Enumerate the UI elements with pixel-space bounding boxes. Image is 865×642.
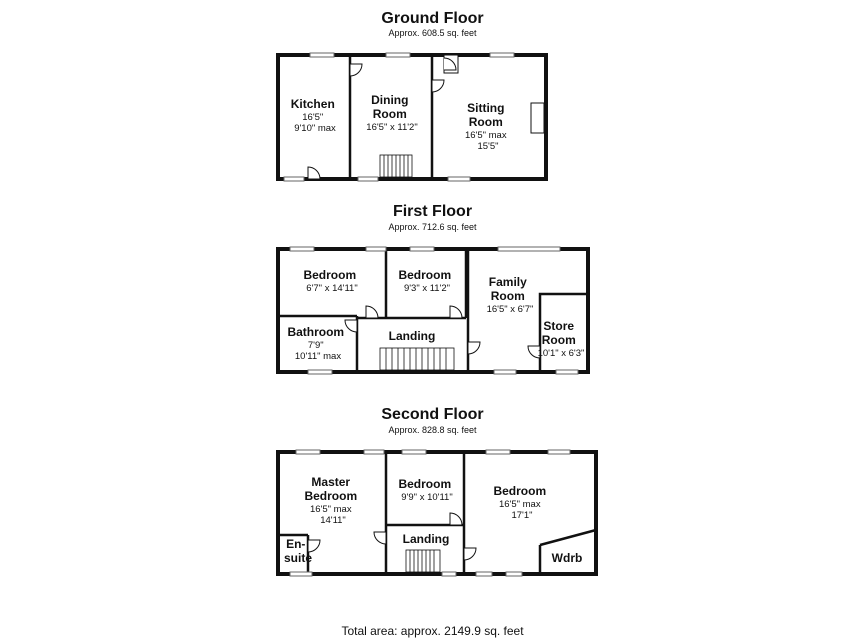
- bathroom-label: Bathroom 7'9" 10'11" max: [287, 325, 345, 362]
- second-landing-label: Landing: [402, 532, 450, 546]
- second-bedroom-small-label: Bedroom 9'9" x 10'11": [398, 477, 453, 503]
- dining-room-label: Dining Room 16'5" x 11'2": [366, 93, 418, 133]
- second-bedroom-large-label: Bedroom 16'5" max 17'1": [493, 484, 547, 521]
- second-floor-title: Second Floor: [381, 406, 484, 423]
- first-floor-area: Approx. 712.6 sq. feet: [388, 222, 477, 232]
- ground-floor-title: Ground Floor: [381, 10, 484, 27]
- ground-floor-area: Approx. 608.5 sq. feet: [388, 28, 477, 38]
- first-landing-label: Landing: [388, 329, 436, 343]
- kitchen-label: Kitchen 16'5" 9'10" max: [290, 97, 336, 134]
- first-floor-title: First Floor: [392, 203, 473, 220]
- total-area: Total area: approx. 2149.9 sq. feet: [341, 624, 524, 638]
- second-floor-area: Approx. 828.8 sq. feet: [388, 425, 477, 435]
- sitting-room-label: Sitting Room 16'5" max 15'5": [464, 101, 507, 152]
- first-bedroom-2-label: Bedroom 9'3" x 11'2": [398, 268, 452, 294]
- wardrobe-label: Wdrb: [551, 551, 583, 565]
- first-bedroom-1-label: Bedroom 6'7" x 14'11": [303, 268, 358, 294]
- family-room-label: Family Room 16'5" x 6'7": [486, 275, 534, 315]
- ensuite-label: En- suite: [283, 537, 313, 565]
- store-room-label: Store Room 10'1" x 6'3": [537, 319, 585, 359]
- master-bedroom-label: Master Bedroom 16'5" max 14'11": [304, 475, 358, 526]
